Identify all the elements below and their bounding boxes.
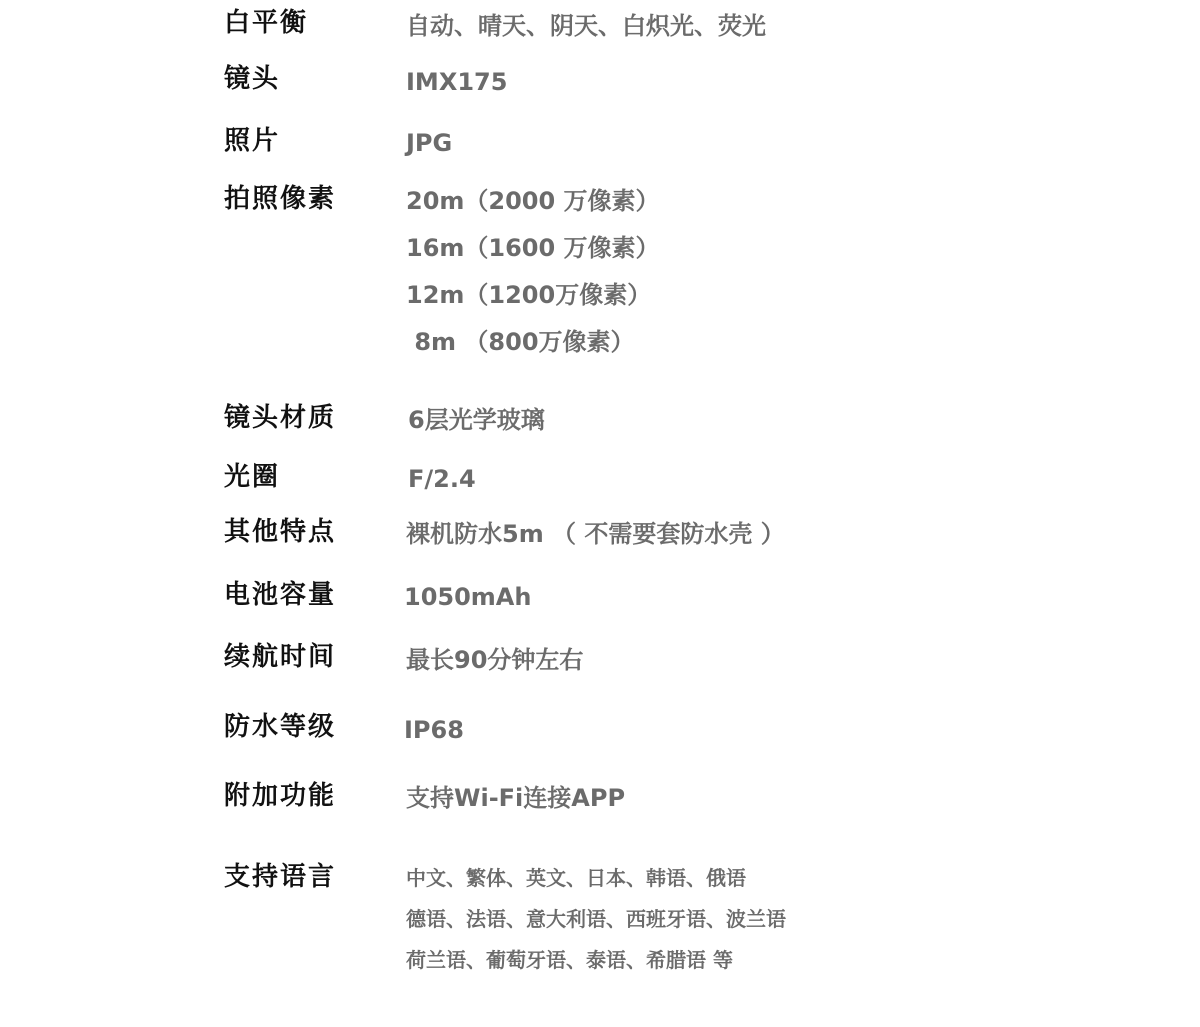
spec-value-line: JPG	[406, 129, 453, 157]
spec-label-extra-features: 附加功能	[224, 781, 337, 811]
spec-value-line: 裸机防水5m （ 不需要套防水壳 ）	[406, 520, 785, 548]
spec-value-lens	[406, 70, 507, 94]
spec-value-line: 最长90分钟左右	[406, 646, 584, 674]
spec-value-line: 德语、法语、意大利语、西班牙语、波兰语	[406, 907, 786, 931]
spec-label-battery: 电池容量	[224, 580, 337, 610]
spec-value-line: IMX175	[406, 68, 508, 96]
spec-value-line: 支持Wi-Fi连接APP	[406, 784, 626, 812]
spec-label-languages: 支持语言	[224, 862, 337, 892]
spec-label-other-features: 其他特点	[224, 517, 337, 547]
spec-value-line: 20m（2000 万像素）	[406, 187, 660, 215]
spec-value-line: IP68	[404, 716, 464, 744]
spec-value-white-balance	[406, 14, 766, 38]
spec-label-lens-material: 镜头材质	[224, 403, 337, 433]
spec-label-waterproof-rating: 防水等级	[224, 712, 337, 742]
spec-value-line: 16m（1600 万像素）	[406, 234, 660, 262]
spec-value-photo-resolution	[406, 189, 660, 354]
spec-value-battery	[404, 585, 531, 609]
spec-value-line: 8m （800万像素）	[406, 328, 635, 356]
spec-value-line: F/2.4	[408, 465, 476, 493]
spec-value-line: 1050mAh	[404, 583, 532, 611]
spec-label-lens: 镜头	[224, 64, 281, 94]
spec-value-line: 6层光学玻璃	[408, 406, 545, 434]
spec-label-aperture: 光圈	[224, 462, 281, 492]
spec-value-line: 荷兰语、葡萄牙语、泰语、希腊语 等	[406, 948, 733, 972]
spec-label-photo-resolution: 拍照像素	[224, 184, 337, 214]
spec-value-line: 12m（1200万像素）	[406, 281, 652, 309]
spec-label-runtime: 续航时间	[224, 642, 337, 672]
spec-label-photo: 照片	[224, 126, 281, 156]
spec-value-runtime	[406, 648, 583, 672]
spec-value-other-features	[406, 522, 785, 546]
spec-value-languages	[406, 868, 786, 970]
spec-value-line: 自动、晴天、阴天、白炽光、荧光	[406, 12, 766, 40]
spec-value-waterproof-rating	[404, 718, 464, 742]
spec-value-line: 中文、繁体、英文、日本、韩语、俄语	[406, 866, 746, 890]
spec-value-lens-material	[408, 408, 545, 432]
spec-value-photo	[406, 131, 452, 155]
spec-value-aperture	[408, 467, 476, 491]
spec-label-white-balance: 白平衡	[224, 8, 309, 38]
spec-value-extra-features	[406, 786, 625, 810]
